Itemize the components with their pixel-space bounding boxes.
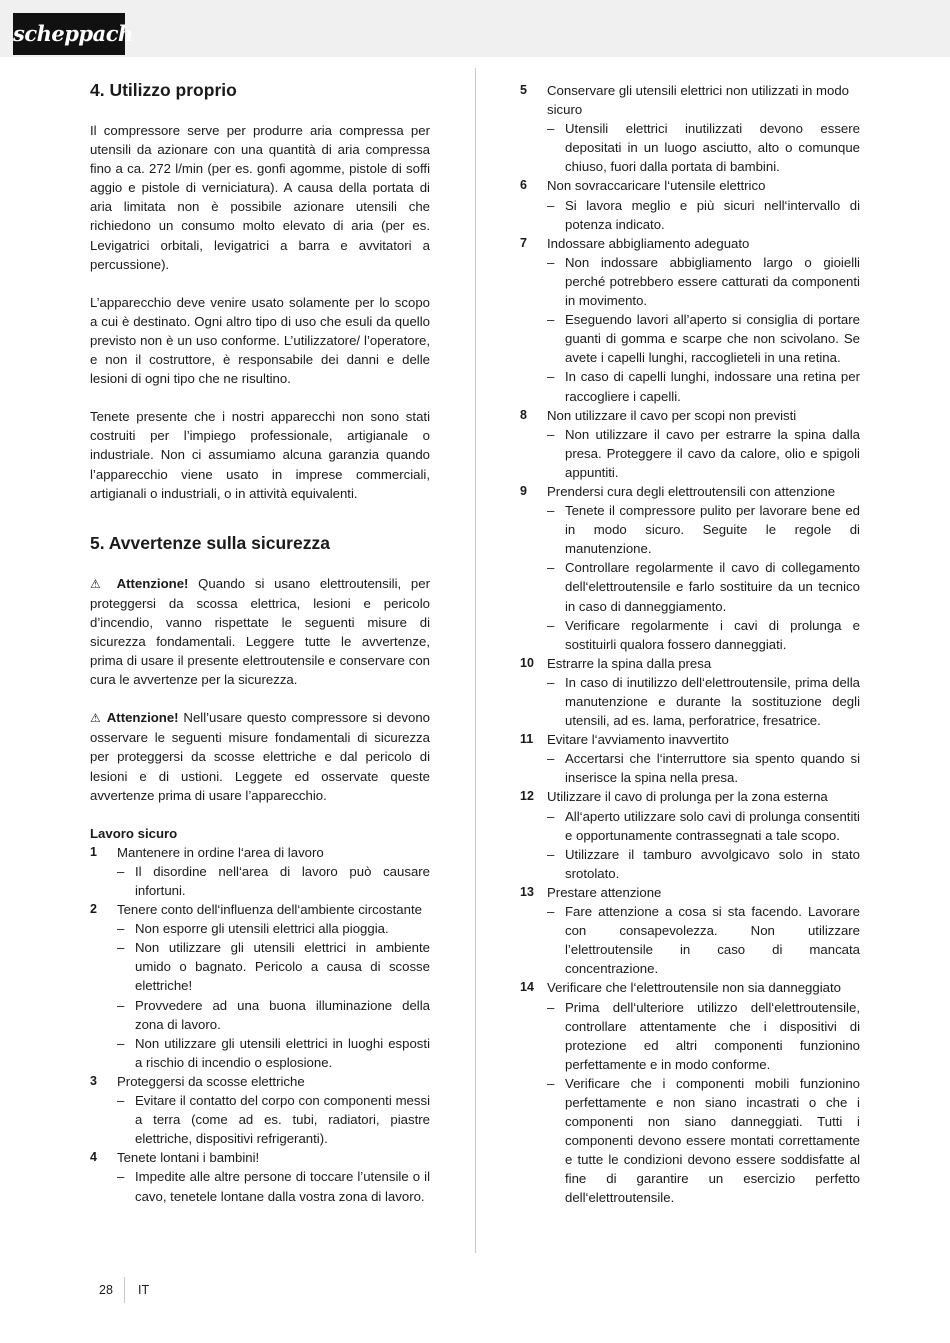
item-number: 3 bbox=[90, 1073, 97, 1088]
sub-item bbox=[117, 1034, 430, 1072]
item-number: 14 bbox=[520, 980, 534, 995]
paragraph: Tenete presente che i nostri apparecchi non sono stati costruiti per l’impiego professionale, artigianale o industriale. Non ci assumiamo alcuna garanzia quando l’apparecchio viene usato in imprese commerciali, artigianali o industriali, o in attività equivalenti. bbox=[90, 409, 430, 501]
item-number: 7 bbox=[520, 235, 527, 250]
list-item bbox=[520, 654, 860, 730]
item-number: 8 bbox=[520, 407, 527, 422]
list-item bbox=[520, 176, 860, 233]
sub-item-text: Il disordine nell‘area di lavoro può causare infortuni. bbox=[135, 863, 430, 898]
sub-item-text: Non utilizzare il cavo per estrarre la spina dalla presa. Proteggere il cavo da calore, olio e spigoli appuntiti. bbox=[565, 426, 860, 480]
sub-item bbox=[547, 807, 860, 845]
list-item bbox=[520, 482, 860, 654]
page-number: 28 bbox=[99, 1283, 113, 1297]
dash-bullet: – bbox=[547, 560, 555, 576]
item-text: Evitare l‘avviamento inavvertito bbox=[547, 732, 729, 748]
item-text: Verificare che l‘elettroutensile non sia danneggiato bbox=[547, 980, 841, 996]
dash-bullet: – bbox=[547, 312, 555, 328]
sub-item-text: Fare attenzione a cosa si sta facendo. Lavorare con consapevolezza. Non utilizzare l’elettroutensile in caso di mancata concentrazione. bbox=[565, 904, 860, 977]
right-column bbox=[520, 81, 860, 1208]
section-title-sicurezza: 5. Avvertenze sulla sicurezza bbox=[90, 532, 330, 553]
dash-bullet: – bbox=[547, 121, 555, 137]
dash-bullet: – bbox=[117, 1093, 125, 1109]
brand-logo: scheppach bbox=[13, 13, 125, 55]
sub-item-text: Eseguendo lavori all’aperto si consiglia di portare guanti di gomma e scarpe che non scivolano. Se avete i capelli lunghi, raccoglieteli in una retina. bbox=[565, 312, 860, 366]
sub-item bbox=[547, 425, 860, 482]
sub-item-text: Utilizzare il tamburo avvolgicavo solo in stato srotolato. bbox=[565, 846, 860, 881]
sub-item bbox=[547, 749, 860, 787]
sub-item bbox=[547, 558, 860, 615]
sub-item-text: Non utilizzare gli utensili elettrici in ambiente umido o bagnato. Pericolo a causa di scosse elettriche! bbox=[135, 940, 430, 994]
item-number: 10 bbox=[520, 655, 534, 670]
safety-list-right bbox=[520, 81, 860, 1208]
sub-item bbox=[117, 862, 430, 900]
sub-item-text: Evitare il contatto del corpo con componenti messi a terra (come ad es. tubi, radiatori, piastre elettriche, dispositivi refrigeranti). bbox=[135, 1093, 430, 1147]
list-item bbox=[90, 900, 430, 1072]
item-number: 1 bbox=[90, 844, 97, 859]
safety-list-left bbox=[90, 843, 430, 1206]
warning-triangle-icon: ⚠ bbox=[90, 711, 102, 726]
sub-list bbox=[547, 902, 860, 978]
list-item bbox=[90, 843, 430, 900]
left-column bbox=[90, 78, 430, 1206]
item-text: Proteggersi da scosse elettriche bbox=[117, 1073, 305, 1089]
sub-item-text: Verificare che i componenti mobili funzionino perfettamente e non siano incastrati o che i componenti non siano danneggiati. Tutti i componenti devono essere montati correttamente e tutte le condizioni devono essere soddisfatte al fine di garantire un esercizio perfetto dell‘elettroutensile. bbox=[565, 1075, 860, 1206]
sub-item bbox=[547, 253, 860, 310]
sub-list bbox=[547, 196, 860, 234]
dash-bullet: – bbox=[547, 254, 555, 270]
list-item bbox=[520, 730, 860, 787]
header-bar bbox=[0, 0, 950, 57]
dash-bullet: – bbox=[547, 426, 555, 442]
list-item bbox=[520, 787, 860, 882]
sub-item-text: All‘aperto utilizzare solo cavi di prolunga consentiti e opportunamente contrassegnati a tale scopo. bbox=[565, 808, 860, 843]
item-number: 6 bbox=[520, 178, 527, 193]
item-text: Prendersi cura degli elettroutensili con attenzione bbox=[547, 483, 836, 499]
item-number: 2 bbox=[90, 902, 97, 917]
sub-item bbox=[547, 310, 860, 367]
sub-list bbox=[547, 253, 860, 406]
sub-item bbox=[547, 119, 860, 176]
paragraph: L’apparecchio deve venire usato solamente per lo scopo a cui è destinato. Ogni altro tipo di uso che esuli da quello previsto non è un uso conforme. L’utilizzatore/ l’operatore, e non il costruttore, è responsabile dei danni e delle lesioni di ogni tipo che ne risultino. bbox=[90, 294, 430, 387]
sub-item-text: Non esporre gli utensili elettrici alla pioggia. bbox=[135, 921, 389, 937]
list-item bbox=[520, 883, 860, 978]
sub-item bbox=[117, 1167, 430, 1205]
item-number: 5 bbox=[520, 83, 527, 97]
sub-item-text: Controllare regolarmente il cavo di collegamento dell‘elettroutensile e farlo sostituire da un tecnico in caso di danneggiamento. bbox=[565, 560, 860, 614]
sub-item-text: Non indossare abbigliamento largo o gioielli perché potrebbero essere catturati da componenti in movimento. bbox=[565, 254, 860, 309]
subheading-lavoro-sicuro: Lavoro sicuro bbox=[90, 825, 178, 841]
dash-bullet: – bbox=[547, 617, 555, 633]
sub-list bbox=[547, 501, 860, 654]
sub-item bbox=[547, 1074, 860, 1208]
sub-item bbox=[117, 1091, 430, 1148]
dash-bullet: – bbox=[547, 999, 555, 1015]
item-number: 4 bbox=[90, 1150, 97, 1165]
sub-item bbox=[117, 996, 430, 1034]
dash-bullet: – bbox=[547, 1075, 555, 1091]
sub-item-text: Utensili elettrici inutilizzati devono essere depositati in un luogo asciutto, alto o comunque chiuso, fuori dalla portata di bambini. bbox=[565, 121, 860, 175]
sub-list bbox=[547, 749, 860, 787]
footer-divider bbox=[124, 1277, 125, 1303]
sub-item-text: Prima dell‘ulteriore utilizzo dell‘elettroutensile, controllare attentamente che i dispositivi di protezione ed altri componenti funzionino perfettamente e in modo conforme. bbox=[565, 999, 860, 1072]
sub-list bbox=[117, 1091, 430, 1148]
item-text: Non sovraccaricare l‘utensile elettrico bbox=[547, 178, 766, 194]
sub-list bbox=[547, 425, 860, 482]
sub-item bbox=[547, 501, 860, 558]
item-text: Conservare gli utensili elettrici non utilizzati in modo sicuro bbox=[547, 83, 849, 118]
dash-bullet: – bbox=[117, 997, 125, 1013]
paragraph: Il compressore serve per produrre aria compressa per utensili da azionare con una quantità di aria compressa fino a ca. 272 l/min (per es. gonfi agomme, pistole di soffi aggio e pistole di verniciatura). A causa della portata di aria limitata non è possibile azionare utensili che richiedono un consumo molto elevato di aria (per es. Levigatrici orbitali, levigatrici a barra e avvitatori a percussione). bbox=[90, 123, 430, 272]
warning-label: Attenzione! bbox=[106, 710, 179, 726]
sub-list bbox=[117, 919, 430, 1072]
dash-bullet: – bbox=[117, 1035, 125, 1051]
dash-bullet: – bbox=[547, 674, 555, 690]
sub-item bbox=[547, 616, 860, 654]
item-number: 12 bbox=[520, 789, 534, 804]
sub-item-text: Tenete il compressore pulito per lavorare bene ed in modo sicuro. Seguite le regole di manutenzione. bbox=[565, 503, 860, 557]
sub-item-text: In caso di capelli lunghi, indossare una retina per raccogliere i capelli. bbox=[565, 369, 860, 404]
sub-list bbox=[117, 1167, 430, 1205]
sub-item-text: Impedite alle altre persone di toccare l’utensile o il cavo, tenetele lontane dalla vostra zona di lavoro. bbox=[135, 1169, 430, 1204]
section-title-utilizzo: 4. Utilizzo proprio bbox=[90, 80, 237, 100]
sub-item bbox=[117, 938, 430, 995]
sub-list bbox=[547, 119, 860, 176]
item-text: Indossare abbigliamento adeguato bbox=[547, 235, 750, 251]
sub-list bbox=[547, 673, 860, 730]
dash-bullet: – bbox=[547, 846, 555, 862]
warning-text: Quando si usano elettroutensili, per proteggersi da scossa elettrica, lesioni e pericolo d’incendio, vanno rispettate le seguenti misure di sicurezza fondamentali. Leggere tutte le avvertenze, prima di usare il presente elettroutensile e conservare con cura le avvertenze per la sicurezza. bbox=[90, 575, 430, 688]
dash-bullet: – bbox=[547, 197, 555, 213]
list-item bbox=[520, 978, 860, 1207]
sub-item bbox=[547, 367, 860, 405]
sub-item-text: Non utilizzare gli utensili elettrici in luoghi esposti a rischio di incendio o esplosione. bbox=[135, 1035, 430, 1070]
dash-bullet: – bbox=[117, 940, 125, 956]
sub-item-text: Accertarsi che l‘interruttore sia spento quando si inserisce la spina nella presa. bbox=[565, 751, 860, 786]
dash-bullet: – bbox=[547, 369, 555, 385]
list-item bbox=[520, 406, 860, 482]
sub-item bbox=[547, 902, 860, 978]
item-number: 11 bbox=[520, 732, 534, 747]
sub-item bbox=[547, 673, 860, 730]
dash-bullet: – bbox=[547, 503, 555, 519]
warning-paragraph bbox=[90, 708, 430, 804]
warning-paragraph bbox=[90, 574, 430, 690]
sub-item bbox=[547, 196, 860, 234]
dash-bullet: – bbox=[117, 863, 125, 879]
item-text: Tenete lontani i bambini! bbox=[117, 1150, 260, 1166]
dash-bullet: – bbox=[547, 904, 555, 920]
item-text: Prestare attenzione bbox=[547, 884, 662, 900]
sub-item-text: In caso di inutilizzo dell‘elettroutensile, prima della manutenzione e durante la sostituzione degli utensili, ad es. lama, perforatrice, fresatrice. bbox=[565, 674, 860, 729]
list-item bbox=[90, 1148, 430, 1205]
language-code: IT bbox=[138, 1283, 150, 1297]
item-text: Non utilizzare il cavo per scopi non previsti bbox=[547, 407, 797, 423]
sub-item-text: Verificare regolarmente i cavi di prolunga e sostituirli qualora fossero danneggiati. bbox=[565, 617, 860, 652]
item-number: 13 bbox=[520, 884, 534, 899]
dash-bullet: – bbox=[547, 751, 555, 767]
dash-bullet: – bbox=[117, 1169, 125, 1185]
sub-list bbox=[117, 862, 430, 900]
column-divider bbox=[475, 68, 476, 1253]
sub-item bbox=[547, 998, 860, 1074]
sub-list bbox=[547, 807, 860, 883]
sub-item bbox=[117, 919, 430, 938]
dash-bullet: – bbox=[547, 808, 555, 824]
item-text: Tenere conto dell‘influenza dell‘ambiente circostante bbox=[117, 902, 422, 918]
list-item bbox=[90, 1072, 430, 1148]
sub-item-text: Provvedere ad una buona illuminazione della zona di lavoro. bbox=[135, 997, 430, 1032]
item-text: Estrarre la spina dalla presa bbox=[547, 655, 712, 671]
item-number: 9 bbox=[520, 483, 527, 498]
dash-bullet: – bbox=[117, 921, 125, 937]
sub-item bbox=[547, 845, 860, 883]
warning-text: Nell’usare questo compressore si devono osservare le seguenti misure fondamentali di sicurezza per proteggersi da scosse elettriche e dal pericolo di lesioni e di ustioni. Leggete ed osservate queste avvertenze prima di usare l’apparecchio. bbox=[90, 710, 430, 803]
warning-label: Attenzione! bbox=[116, 575, 189, 591]
item-text: Mantenere in ordine l‘area di lavoro bbox=[117, 844, 324, 860]
list-item bbox=[520, 234, 860, 406]
sub-list bbox=[547, 998, 860, 1208]
warning-triangle-icon: ⚠ bbox=[90, 576, 107, 591]
list-item bbox=[520, 81, 860, 176]
item-text: Utilizzare il cavo di prolunga per la zona esterna bbox=[547, 789, 828, 805]
sub-item-text: Si lavora meglio e più sicuri nell‘intervallo di potenza indicato. bbox=[565, 197, 860, 232]
